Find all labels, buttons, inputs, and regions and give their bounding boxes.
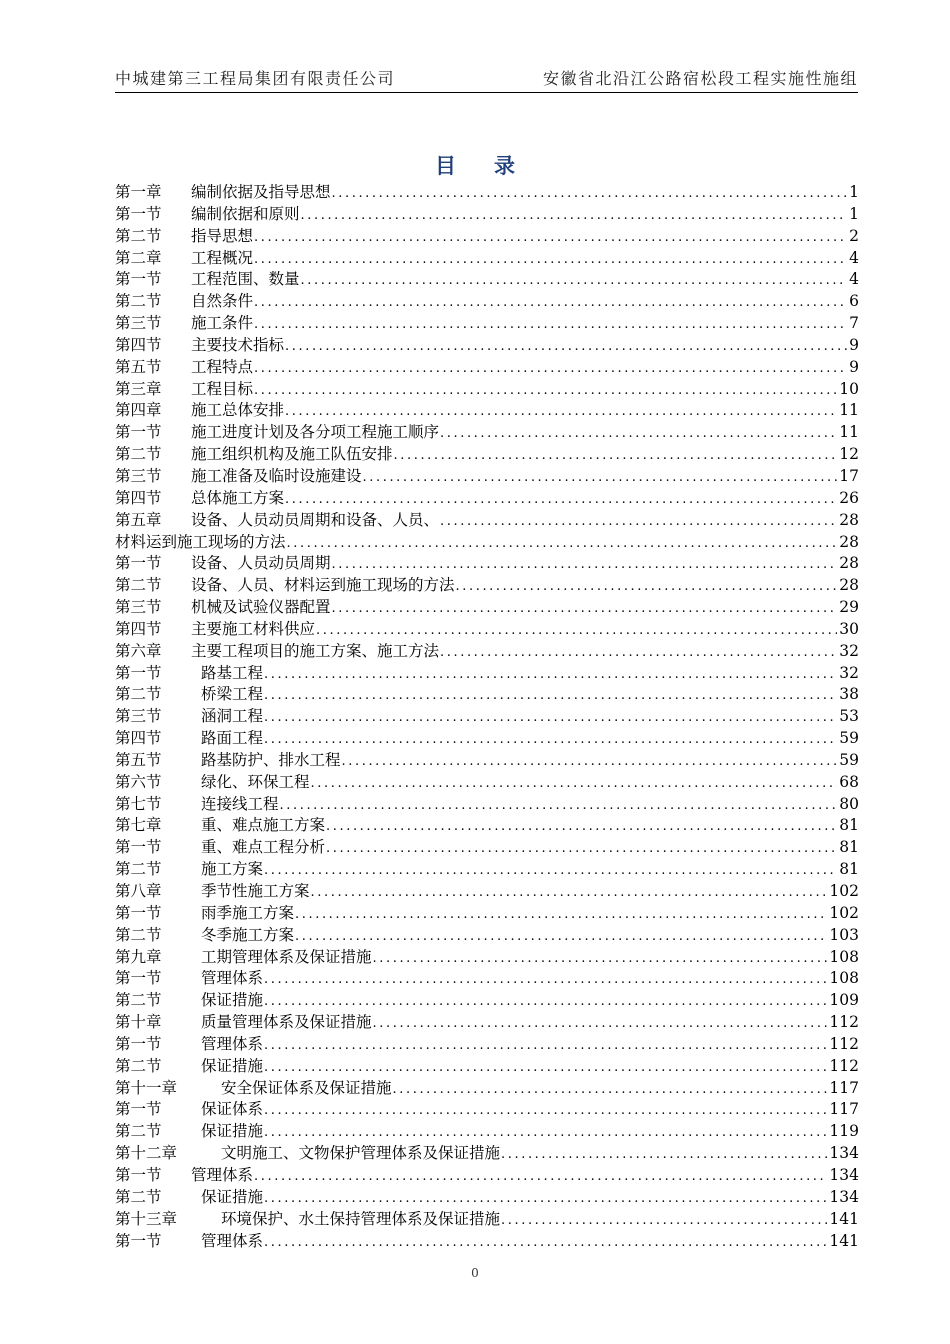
toc-entry-label: 第三节 — [115, 314, 162, 333]
toc-entry-page: 103 — [829, 925, 859, 944]
toc-leader-dots — [253, 314, 847, 336]
toc-entry-page: 32 — [839, 663, 859, 682]
toc-entry-page: 10 — [839, 379, 859, 398]
toc-entry-label: 第十一章 — [115, 1078, 178, 1097]
toc-leader-dots — [392, 1079, 828, 1101]
toc-entry-text: 保证措施 — [201, 1122, 264, 1141]
toc-entry[interactable] — [115, 663, 859, 685]
toc-entry[interactable] — [115, 422, 859, 444]
toc-entry-label: 第二节 — [115, 292, 162, 311]
toc-entry-label: 第一节 — [115, 204, 162, 223]
toc-entry-page: 119 — [829, 1122, 859, 1141]
toc-leader-dots — [263, 969, 827, 991]
toc-entry-text: 管理体系 — [191, 1165, 254, 1184]
toc-entry-label: 第六节 — [115, 772, 162, 791]
toc-leader-dots — [294, 904, 827, 926]
toc-entry-label: 第三章 — [115, 379, 162, 398]
toc-entry-text: 雨季施工方案 — [201, 903, 295, 922]
toc-entry-page: 28 — [839, 532, 859, 551]
toc-entry-text: 施工进度计划及各分项工程施工顺序 — [191, 423, 440, 442]
toc-entry-text: 路基防护、排水工程 — [201, 750, 341, 769]
toc-leader-dots — [439, 423, 837, 445]
toc-entry-page: 26 — [839, 488, 859, 507]
toc-entry-text: 主要工程项目的施工方案、施工方法 — [191, 641, 440, 660]
toc-entry-label: 第七章 — [115, 816, 162, 835]
toc-entry-text: 管理体系 — [201, 1034, 264, 1053]
toc-entry-label: 第十二章 — [115, 1144, 178, 1163]
toc-entry-page: 112 — [829, 1034, 859, 1053]
toc-entry[interactable] — [115, 269, 859, 291]
toc-leader-dots — [263, 1122, 827, 1144]
toc-leader-dots — [325, 816, 837, 838]
toc-entry-page: 1 — [849, 204, 859, 223]
toc-entry-label: 第一节 — [115, 663, 162, 682]
toc-entry[interactable] — [115, 1231, 859, 1253]
toc-entry-text: 设备、人员、材料运到施工现场的方法 — [191, 576, 455, 595]
toc-entry-text: 绿化、环保工程 — [201, 772, 310, 791]
toc-entry[interactable] — [115, 1121, 859, 1143]
toc-entry[interactable] — [115, 750, 859, 772]
toc-entry-label: 第二节 — [115, 685, 162, 704]
toc-leader-dots — [372, 948, 828, 970]
toc-entry[interactable] — [115, 684, 859, 706]
toc-leader-dots — [263, 707, 837, 729]
toc-entry-text: 设备、人员动员周期和设备、人员、 — [191, 510, 440, 529]
toc-entry-text: 施工总体安排 — [191, 401, 285, 420]
toc-entry-label: 第一节 — [115, 1034, 162, 1053]
toc-entry-page: 112 — [829, 1013, 859, 1032]
toc-entry-text: 文明施工、文物保护管理体系及保证措施 — [221, 1144, 501, 1163]
toc-entry-page: 1 — [849, 183, 859, 201]
toc-leader-dots — [310, 882, 828, 904]
toc-entry[interactable] — [115, 772, 859, 794]
toc-entry[interactable] — [115, 597, 859, 619]
toc-entry-text: 施工组织机构及施工队伍安排 — [191, 445, 393, 464]
toc-entry-text: 连接线工程 — [201, 794, 279, 813]
toc-title — [0, 150, 950, 180]
toc-entry-page: 9 — [849, 335, 859, 354]
toc-entry-text: 保证措施 — [201, 1056, 264, 1075]
toc-entry-label: 第二节 — [115, 1122, 162, 1141]
toc-entry-page: 53 — [839, 707, 859, 726]
toc-leader-dots — [263, 1057, 827, 1079]
toc-entry-text: 保证体系 — [201, 1100, 264, 1119]
toc-entry[interactable] — [115, 1209, 859, 1231]
toc-entry-label: 第一节 — [115, 270, 162, 289]
toc-entry-page: 30 — [839, 619, 859, 638]
toc-entry-page: 28 — [839, 510, 859, 529]
toc-leader-dots — [393, 445, 838, 467]
toc-entry-text: 材料运到施工现场的方法 — [115, 532, 286, 551]
toc-leader-dots — [253, 249, 847, 271]
toc-entry-page: 81 — [839, 816, 859, 835]
toc-leader-dots — [263, 1035, 827, 1057]
toc-entry-text: 管理体系 — [201, 969, 264, 988]
toc-entry-page: 117 — [829, 1100, 859, 1119]
toc-entry-page: 7 — [849, 314, 859, 333]
toc-leader-dots — [294, 926, 827, 948]
toc-entry-page: 32 — [839, 641, 859, 660]
toc-entry[interactable] — [115, 837, 859, 859]
toc-entry-text: 编制依据和原则 — [191, 204, 300, 223]
toc-entry-page: 28 — [839, 554, 859, 573]
toc-entry-label: 第二节 — [115, 226, 162, 245]
toc-entry-label: 第一节 — [115, 1100, 162, 1119]
toc-entry-page: 81 — [839, 860, 859, 879]
toc-leader-dots — [263, 1232, 827, 1254]
toc-entry-label: 第六章 — [115, 641, 162, 660]
toc-entry[interactable] — [115, 947, 859, 969]
toc-entry-page: 102 — [829, 903, 859, 922]
toc-leader-dots — [331, 598, 838, 620]
toc-entry-text: 工程范围、数量 — [191, 270, 300, 289]
toc-leader-dots — [362, 467, 838, 489]
toc-leader-dots — [284, 489, 837, 511]
toc-entry-label: 第十章 — [115, 1013, 162, 1032]
toc-entry-label: 第七节 — [115, 794, 162, 813]
toc-leader-dots — [263, 1188, 827, 1210]
toc-entry[interactable] — [115, 925, 859, 947]
toc-entry[interactable] — [115, 1143, 859, 1165]
toc-leader-dots — [286, 533, 838, 555]
toc-entry-text: 环境保护、水土保持管理体系及保证措施 — [221, 1209, 501, 1228]
toc-entry[interactable] — [115, 204, 859, 226]
toc-entry-label: 第五节 — [115, 357, 162, 376]
toc-entry-label: 第一节 — [115, 903, 162, 922]
toc-entry-page: 68 — [839, 772, 859, 791]
toc-entry[interactable] — [115, 182, 859, 204]
toc-entry-text: 路面工程 — [201, 729, 264, 748]
page-header — [115, 66, 858, 93]
toc-entry-label: 第二章 — [115, 248, 162, 267]
toc-leader-dots — [284, 401, 837, 423]
toc-entry-text: 总体施工方案 — [191, 488, 285, 507]
toc-entry-text: 主要技术指标 — [191, 335, 285, 354]
toc-entry-page: 29 — [839, 598, 859, 617]
toc-entry-text: 施工方案 — [201, 860, 264, 879]
toc-entry-label: 第一节 — [115, 838, 162, 857]
toc-entry-page: 134 — [829, 1187, 859, 1206]
toc-entry-label: 第一章 — [115, 183, 162, 201]
toc-entry[interactable] — [115, 903, 859, 925]
toc-entry[interactable] — [115, 466, 859, 488]
toc-entry-label: 第三节 — [115, 707, 162, 726]
toc-entry-page: 112 — [829, 1056, 859, 1075]
toc-leader-dots — [263, 685, 837, 707]
toc-entry[interactable] — [115, 553, 859, 575]
toc-entry-label: 第二节 — [115, 860, 162, 879]
toc-entry[interactable] — [115, 706, 859, 728]
toc-entry[interactable] — [115, 728, 859, 750]
toc-entry-text: 冬季施工方案 — [201, 925, 295, 944]
toc-entry-page: 4 — [849, 270, 859, 289]
toc-entry-page: 80 — [839, 794, 859, 813]
toc-entry-page: 108 — [829, 947, 859, 966]
toc-entry-label: 第二节 — [115, 991, 162, 1010]
toc-entry-text: 施工条件 — [191, 314, 254, 333]
toc-leader-dots — [455, 576, 838, 598]
toc-entry[interactable] — [115, 1187, 859, 1209]
toc-entry-text: 安全保证体系及保证措施 — [221, 1078, 392, 1097]
toc-leader-dots — [439, 642, 837, 664]
toc-entry[interactable] — [115, 357, 859, 379]
toc-entry-label: 第十三章 — [115, 1209, 178, 1228]
toc-entry-text: 机械及试验仪器配置 — [191, 598, 331, 617]
toc-entry-label: 第三节 — [115, 466, 162, 485]
toc-leader-dots — [263, 664, 837, 686]
table-of-contents — [115, 182, 859, 1252]
toc-entry[interactable] — [115, 575, 859, 597]
toc-entry-page: 12 — [839, 445, 859, 464]
toc-leader-dots — [253, 292, 847, 314]
toc-leader-dots — [300, 205, 848, 227]
header-company: 中城建第三工程局集团有限责任公司 — [115, 69, 396, 88]
toc-entry-page: 59 — [839, 729, 859, 748]
toc-leader-dots — [372, 1013, 828, 1035]
toc-entry-label: 第二节 — [115, 445, 162, 464]
toc-entry-page: 134 — [829, 1144, 859, 1163]
toc-entry[interactable] — [115, 248, 859, 270]
toc-leader-dots — [439, 511, 837, 533]
toc-leader-dots — [253, 380, 837, 402]
toc-entry-text: 重、难点工程分析 — [201, 838, 326, 857]
toc-entry-text: 工程目标 — [191, 379, 254, 398]
toc-entry-label: 第五节 — [115, 750, 162, 769]
toc-entry-label: 第一节 — [115, 554, 162, 573]
toc-entry-text: 设备、人员动员周期 — [191, 554, 331, 573]
toc-title-char-1: 目 — [435, 154, 456, 178]
toc-entry-text: 桥梁工程 — [201, 685, 264, 704]
toc-leader-dots — [331, 183, 848, 205]
toc-entry-text: 质量管理体系及保证措施 — [201, 1013, 372, 1032]
toc-entry-page: 141 — [829, 1231, 859, 1250]
toc-entry-text: 主要施工材料供应 — [191, 619, 316, 638]
toc-entry-label: 第四章 — [115, 401, 162, 420]
toc-entry[interactable] — [115, 794, 859, 816]
toc-entry-page: 28 — [839, 576, 859, 595]
toc-entry-page: 11 — [839, 401, 859, 420]
toc-entry[interactable] — [115, 510, 859, 532]
toc-entry-label: 第一节 — [115, 969, 162, 988]
toc-entry[interactable] — [115, 881, 859, 903]
toc-entry[interactable] — [115, 400, 859, 422]
toc-entry[interactable] — [115, 1056, 859, 1078]
toc-entry-text: 涵洞工程 — [201, 707, 264, 726]
toc-entry-label: 第四节 — [115, 619, 162, 638]
toc-leader-dots — [284, 336, 847, 358]
toc-leader-dots — [341, 751, 838, 773]
toc-entry[interactable] — [115, 815, 859, 837]
toc-entry-text: 工程概况 — [191, 248, 254, 267]
toc-entry[interactable] — [115, 619, 859, 641]
toc-entry-label: 第二节 — [115, 1187, 162, 1206]
toc-entry[interactable] — [115, 968, 859, 990]
toc-entry-text: 管理体系 — [201, 1231, 264, 1250]
header-project: 安徽省北沿江公路宿松段工程实施性施组 — [542, 69, 858, 88]
toc-entry[interactable] — [115, 1034, 859, 1056]
toc-entry-label: 第五章 — [115, 510, 162, 529]
toc-entry-page: 117 — [829, 1078, 859, 1097]
toc-entry[interactable] — [115, 990, 859, 1012]
toc-entry[interactable] — [115, 859, 859, 881]
toc-leader-dots — [315, 620, 837, 642]
toc-entry-label: 第二节 — [115, 1056, 162, 1075]
toc-leader-dots — [300, 270, 848, 292]
toc-entry-text: 施工准备及临时设施建设 — [191, 466, 362, 485]
toc-entry-label: 第四节 — [115, 729, 162, 748]
toc-entry[interactable] — [115, 641, 859, 663]
toc-entry-text: 编制依据及指导思想 — [191, 183, 331, 201]
toc-leader-dots — [263, 1100, 827, 1122]
toc-entry[interactable] — [115, 313, 859, 335]
toc-entry-text: 季节性施工方案 — [201, 882, 310, 900]
toc-entry-page: 108 — [829, 969, 859, 988]
toc-entry-text: 重、难点施工方案 — [201, 816, 326, 835]
toc-entry-page: 9 — [849, 357, 859, 376]
toc-entry-text: 指导思想 — [191, 226, 254, 245]
toc-leader-dots — [253, 1166, 827, 1188]
toc-entry[interactable] — [115, 1078, 859, 1100]
toc-entry[interactable] — [115, 1099, 859, 1121]
toc-entry-label: 第三节 — [115, 598, 162, 617]
toc-entry-label: 第一节 — [115, 423, 162, 442]
toc-entry-text: 保证措施 — [201, 991, 264, 1010]
toc-entry-page: 59 — [839, 750, 859, 769]
toc-entry-text: 保证措施 — [201, 1187, 264, 1206]
toc-leader-dots — [263, 860, 837, 882]
toc-entry[interactable] — [115, 335, 859, 357]
toc-entry-label: 第二节 — [115, 925, 162, 944]
toc-entry[interactable] — [115, 379, 859, 401]
page-number: 0 — [471, 1266, 479, 1280]
toc-leader-dots — [263, 729, 837, 751]
toc-leader-dots — [325, 838, 837, 860]
toc-entry-page: 2 — [849, 226, 859, 245]
toc-entry-text: 路基工程 — [201, 663, 264, 682]
toc-entry-label: 第八章 — [115, 882, 162, 900]
toc-leader-dots — [310, 773, 838, 795]
toc-leader-dots — [253, 358, 847, 380]
toc-entry-page: 4 — [849, 248, 859, 267]
toc-entry[interactable] — [115, 1012, 859, 1034]
toc-entry[interactable] — [115, 488, 859, 510]
toc-leader-dots — [500, 1210, 827, 1232]
toc-entry-page: 6 — [849, 292, 859, 311]
toc-entry-page: 134 — [829, 1165, 859, 1184]
toc-entry-label: 第一节 — [115, 1231, 162, 1250]
toc-entry-page: 141 — [829, 1209, 859, 1228]
toc-entry-page: 81 — [839, 838, 859, 857]
toc-title-char-2: 录 — [494, 154, 515, 178]
toc-entry-label: 第四节 — [115, 335, 162, 354]
toc-entry-text: 工程特点 — [191, 357, 254, 376]
toc-entry-page: 102 — [829, 882, 859, 900]
toc-entry[interactable] — [115, 226, 859, 248]
toc-entry[interactable] — [115, 1165, 859, 1187]
toc-entry-label: 第九章 — [115, 947, 162, 966]
toc-leader-dots — [253, 227, 847, 249]
toc-entry-text: 工期管理体系及保证措施 — [201, 947, 372, 966]
toc-entry-page: 17 — [839, 466, 859, 485]
toc-entry-page: 109 — [829, 991, 859, 1010]
toc-entry-text: 自然条件 — [191, 292, 254, 311]
toc-entry-label: 第四节 — [115, 488, 162, 507]
toc-leader-dots — [331, 554, 838, 576]
toc-leader-dots — [263, 991, 827, 1013]
toc-entry[interactable] — [115, 291, 859, 313]
toc-leader-dots — [279, 795, 838, 817]
toc-entry[interactable] — [115, 444, 859, 466]
toc-entry-page: 11 — [839, 423, 859, 442]
toc-entry-label: 第二节 — [115, 576, 162, 595]
toc-entry[interactable] — [115, 532, 859, 554]
toc-entry-page: 38 — [839, 685, 859, 704]
toc-leader-dots — [500, 1144, 827, 1166]
toc-entry-label: 第一节 — [115, 1165, 162, 1184]
